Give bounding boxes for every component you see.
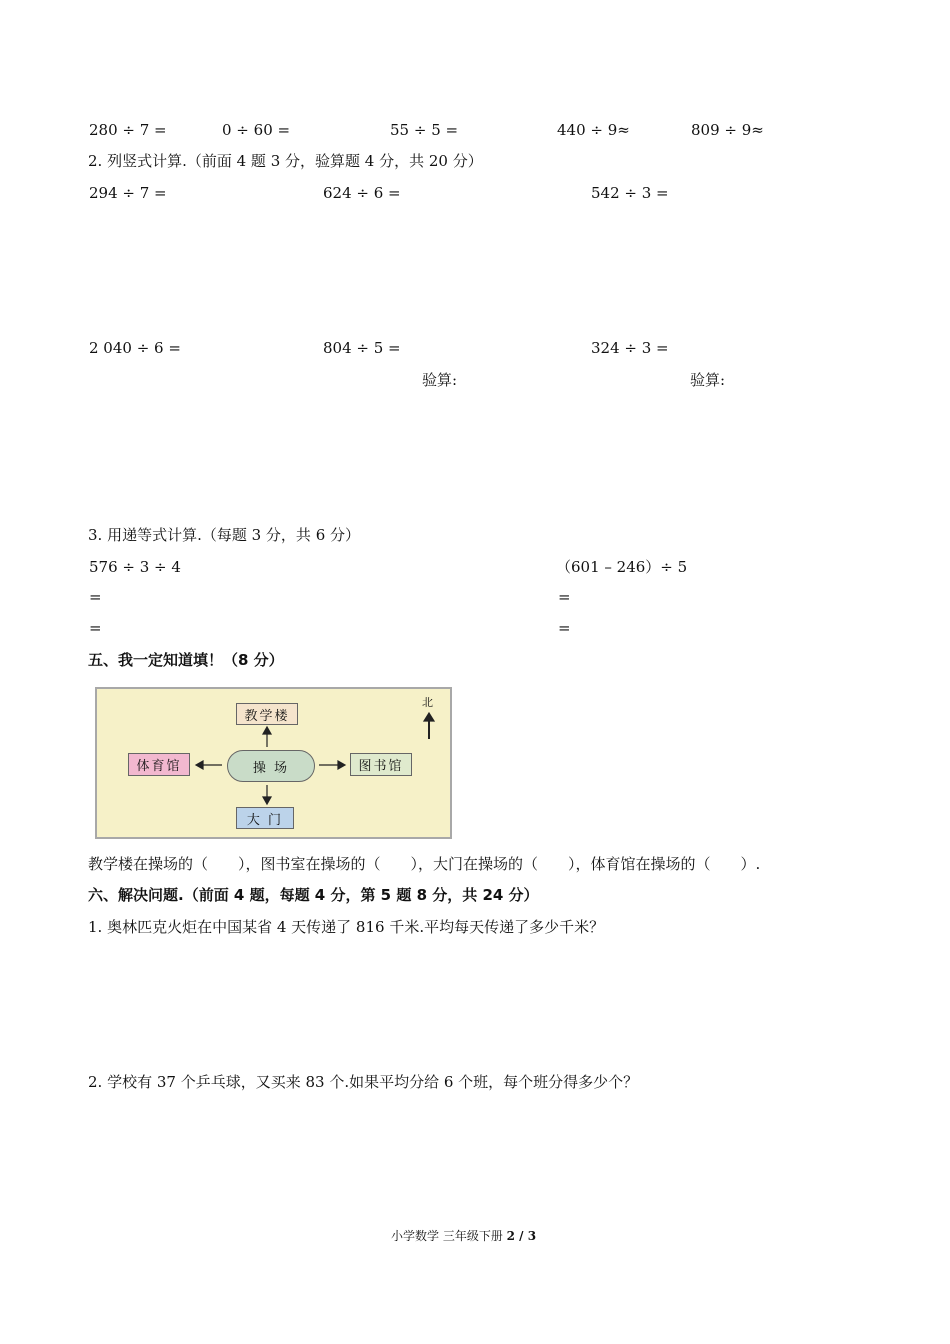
oral-calc-1: 280 ÷ 7 = <box>89 121 167 139</box>
map-arrows <box>97 689 454 841</box>
north-label: 北 <box>422 696 433 709</box>
page-number: 2 / 3 <box>506 1229 537 1243</box>
gate-box: 大 门 <box>236 807 294 829</box>
campus-map <box>95 687 452 839</box>
vertical-calc-6: 324 ÷ 3 = <box>591 339 669 357</box>
equals-sign: = <box>89 588 102 606</box>
equals-sign: = <box>558 619 571 637</box>
vertical-calc-4: 2 040 ÷ 6 = <box>89 339 181 357</box>
north-indicator-head <box>424 713 434 721</box>
check-label-1: 验算: <box>422 371 458 389</box>
arrow-east-head <box>338 761 345 769</box>
section-5-title: 五、我一定知道填！（8 分） <box>88 651 284 669</box>
problem-2: 2. 学校有 37 个乒乓球，又买来 83 个.如果平均分给 6 个班，每个班分得多少个？ <box>88 1073 639 1091</box>
section-3-title: 3. 用递等式计算.（每题 3 分，共 6 分） <box>88 526 361 544</box>
arrow-west-head <box>196 761 203 769</box>
footer-text: 小学数学 三年级下册 <box>391 1229 507 1243</box>
vertical-calc-3: 542 ÷ 3 = <box>591 184 669 202</box>
arrow-south-head <box>263 797 271 804</box>
equals-sign: = <box>558 588 571 606</box>
oral-calc-5: 809 ÷ 9≈ <box>691 121 764 139</box>
equals-sign: = <box>89 619 102 637</box>
arrow-north-head <box>263 727 271 734</box>
stepwise-expr-2: （601 – 246）÷ 5 <box>556 558 688 576</box>
section-2-title: 2. 列竖式计算.（前面 4 题 3 分，验算题 4 分，共 20 分） <box>88 152 483 170</box>
stepwise-expr-1: 576 ÷ 3 ÷ 4 <box>89 558 181 576</box>
teaching-building-box: 教学楼 <box>236 703 298 725</box>
vertical-calc-2: 624 ÷ 6 = <box>323 184 401 202</box>
check-label-2: 验算: <box>690 371 726 389</box>
library-box: 图书馆 <box>350 753 412 776</box>
gym-box: 体育馆 <box>128 753 190 776</box>
oral-calc-3: 55 ÷ 5 = <box>390 121 459 139</box>
section-6-title: 六、解决问题.（前面 4 题，每题 4 分，第 5 题 8 分，共 24 分） <box>88 886 539 904</box>
vertical-calc-1: 294 ÷ 7 = <box>89 184 167 202</box>
section-5-question: 教学楼在操场的（ ），图书室在操场的（ ），大门在操场的（ ），体育馆在操场的（ ）. <box>88 855 761 873</box>
playground-box: 操 场 <box>227 750 315 782</box>
vertical-calc-5: 804 ÷ 5 = <box>323 339 401 357</box>
problem-1: 1. 奥林匹克火炬在中国某省 4 天传递了 816 千米.平均每天传递了多少千米？ <box>88 918 605 936</box>
oral-calc-4: 440 ÷ 9≈ <box>557 121 630 139</box>
oral-calc-2: 0 ÷ 60 = <box>222 121 291 139</box>
page-footer <box>391 1230 536 1242</box>
